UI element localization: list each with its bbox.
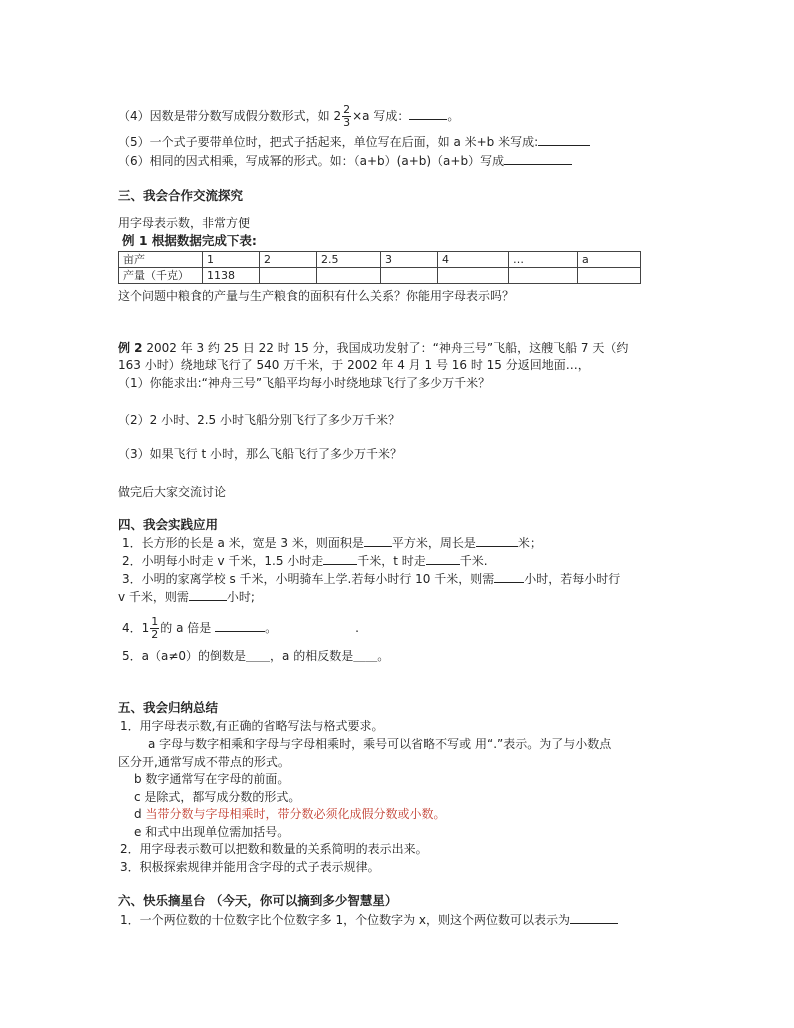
summary-point-2: 2．用字母表示数可以把数和数量的关系简明的表示出来。 <box>120 842 428 856</box>
table-cell[interactable] <box>317 268 381 284</box>
summary-point-b: b 数字通常写在字母的前面。 <box>134 772 290 786</box>
answer-blank[interactable] <box>476 535 518 547</box>
summary-point-a-cont: 区分开,通常写成不带点的形式。 <box>118 755 290 769</box>
answer-blank-4[interactable] <box>409 108 447 120</box>
data-table <box>118 251 641 284</box>
table-cell: 产量（千克） <box>119 268 203 284</box>
rule-6: （6）相同的因式相乘，写成幂的形式。如：（a+b）(a+b)（a+b）写成 <box>118 153 572 169</box>
practice-item-2: 2．小明每小时走 v 千米，1.5 小时走 千米，t 时走 千米. <box>122 554 488 568</box>
answer-blank[interactable] <box>494 571 524 583</box>
answer-blank[interactable] <box>364 535 392 547</box>
practice-item-3: 3．小明的家离学校 s 千米，小明骑车上学.若每小时行 10 千米，则需 小时，若每小时行 <box>122 572 621 586</box>
table-cell: 2 <box>260 252 317 268</box>
summary-point-d: d 当带分数与字母相乘时，带分数必须化成假分数或小数。 <box>134 807 446 821</box>
practice-item-4: 4．1 $\frac{1}{2}$ 的 a 倍是 。 . <box>122 615 359 641</box>
discussion-note: 做完后大家交流讨论 <box>118 485 227 499</box>
section-3-intro: 用字母表示数，非常方便 <box>118 216 251 230</box>
example-2-question-3: （3）如果飞行 t 小时，那么飞船飞行了多少万千米？ <box>118 447 402 461</box>
rule-5: （5）一个式子要带单位时，把式子括起来，单位写在后面，如 a 米+b 米写成: <box>118 134 590 150</box>
table-cell: 亩产 <box>119 252 203 268</box>
rule-4: （4）因数是带分数写成假分数形式，如 2 $\frac{2}{3}$ ×a 写成： 。 <box>118 103 460 129</box>
summary-point-c: c 是除式，都写成分数的形式。 <box>134 790 301 804</box>
section-3-heading: 三、我会合作交流探究 <box>118 188 244 203</box>
practice-item-5: 5．a（a≠0）的倒数是＿＿，a 的相反数是＿＿。 <box>122 649 390 663</box>
summary-point-3: 3．积极探索规律并能用含字母的式子表示规律。 <box>120 860 380 874</box>
answer-blank[interactable] <box>323 553 357 565</box>
fraction-2-3: $\frac{2}{3}$ <box>343 103 351 129</box>
practice-item-1: 1．长方形的长是 a 米，宽是 3 米，则面积是 平方米，周长是 米； <box>122 536 542 550</box>
section-5-heading: 五、我会归纳总结 <box>118 700 219 715</box>
practice-item-3-cont: v 千米，则需 小时; <box>118 590 255 604</box>
summary-point-a: a 字母与数字相乘和字母与字母相乘时，乘号可以省略不写或 用“.”表示。为了与小数点 <box>148 737 612 751</box>
example-2-line-2: 163 小时）绕地球飞行了 540 万千米，于 2002 年 4 月 1 号 16 时 15 分返回地面…， <box>118 358 590 372</box>
section-6-heading: 六、快乐摘星台 （今天，你可以摘到多少智慧星） <box>118 893 398 908</box>
table-cell[interactable] <box>438 268 509 284</box>
answer-blank-5[interactable] <box>538 134 590 146</box>
section-4-heading: 四、我会实践应用 <box>118 517 219 532</box>
answer-blank[interactable] <box>215 620 265 632</box>
fraction-1-2: $\frac{1}{2}$ <box>151 615 159 641</box>
table-cell: 3 <box>381 252 438 268</box>
summary-point-1: 1．用字母表示数,有正确的省略写法与格式要求。 <box>120 719 384 733</box>
example-2-line-1: 例 2 2002 年 3 约 25 日 22 时 15 分，我国成功发射了：“神舟三号”飞船，这艘飞船 7 天（约 <box>118 341 629 355</box>
table-cell: … <box>509 252 578 268</box>
table-cell: 4 <box>438 252 509 268</box>
example-2-question-1: （1）你能求出:“神舟三号”飞船平均每小时绕地球飞行了多少万千米？ <box>118 376 491 390</box>
table-cell[interactable] <box>578 268 641 284</box>
table-row <box>119 268 641 284</box>
challenge-question-1: 1．一个两位数的十位数字比个位数字多 1，个位数字为 x，则这个两位数可以表示为 <box>120 912 618 928</box>
answer-blank-6[interactable] <box>504 153 572 165</box>
table-cell[interactable] <box>260 268 317 284</box>
table-cell: 1138 <box>203 268 260 284</box>
table-row <box>119 252 641 268</box>
example-1-label: 例 1 根据数据完成下表: <box>122 233 257 248</box>
answer-blank[interactable] <box>189 589 227 601</box>
summary-point-e: e 和式中出现单位需加括号。 <box>134 825 290 839</box>
table-cell: 2.5 <box>317 252 381 268</box>
table-cell: a <box>578 252 641 268</box>
table-cell[interactable] <box>509 268 578 284</box>
example-2-question-2: （2）2 小时、2.5 小时飞船分别飞行了多少万千米？ <box>118 413 400 427</box>
answer-blank[interactable] <box>426 553 460 565</box>
table-cell[interactable] <box>381 268 438 284</box>
table-cell: 1 <box>203 252 260 268</box>
answer-blank[interactable] <box>570 912 618 924</box>
example-1-question: 这个问题中粮食的产量与生产粮食的面积有什么关系？你能用字母表示吗？ <box>118 289 515 303</box>
